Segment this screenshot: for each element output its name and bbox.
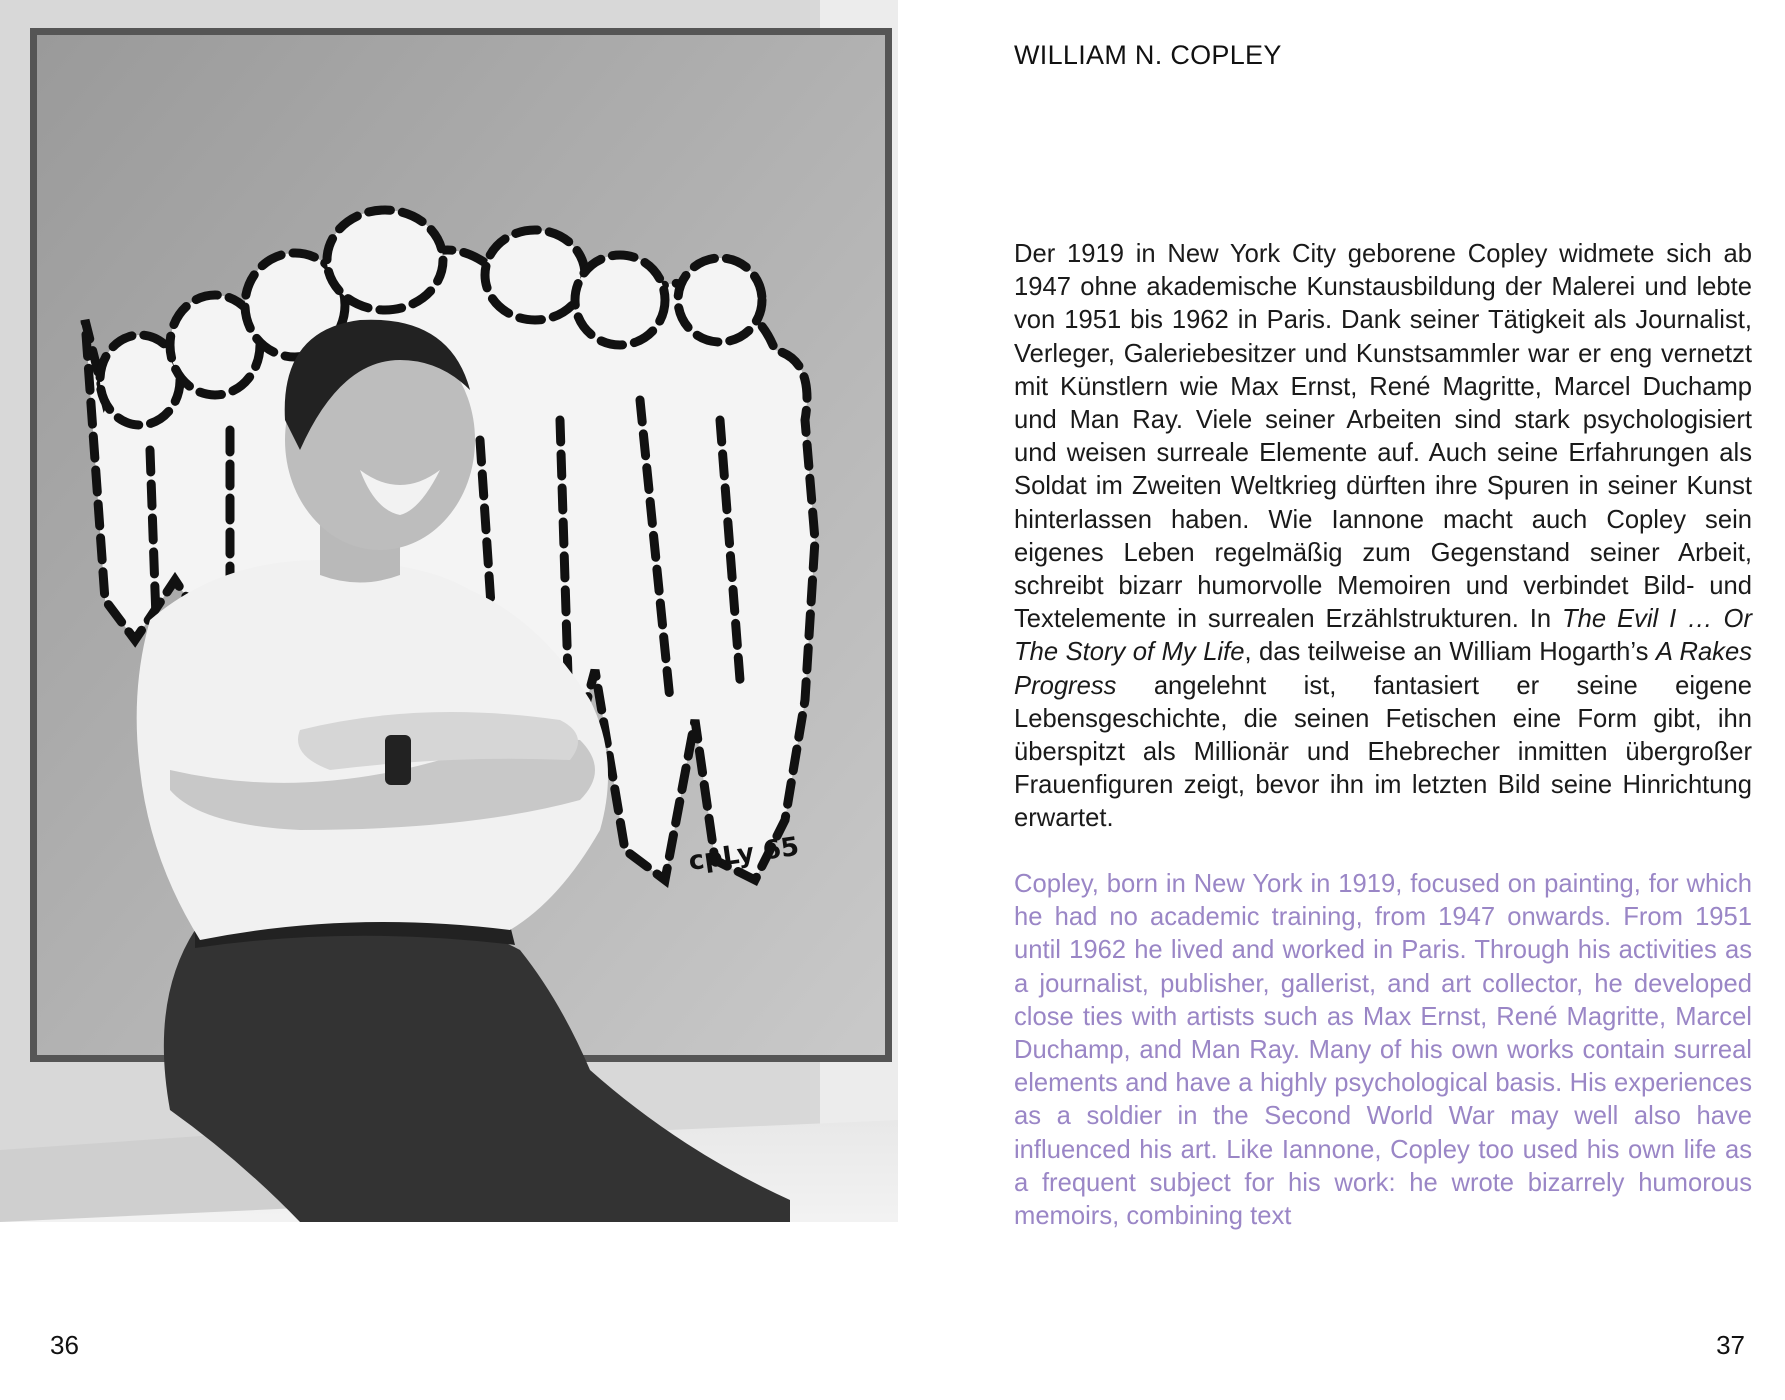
german-text-segment: , das teilweise an William Hogarth’s	[1244, 638, 1656, 667]
english-paragraph: Copley, born in New York in 1919, focused on painting, for which he had no academic training, from 1947 onwards. From 1951 until 1962 he lived and worked in Paris. Through his activities as a journalist, publisher, gallerist, and art collector, he developed close ties with artists such as Max Ernst, René Magritte, Marcel Duchamp, and Man Ray. Many of his own works contain surreal elements and have a highly psychological basis. His experiences as a soldier in the Second World War may well also have influenced his art. Like Iannone, Copley too used his own life as a frequent subject for his work: he wrote bizarrely humorous memoirs, combining text	[1014, 870, 1752, 1231]
german-title-italic: A Rakes Progress	[1014, 638, 1753, 700]
page-number-right: 37	[1716, 1330, 1745, 1360]
photo-illustration	[0, 0, 898, 1222]
german-text-segment: Der 1919 in New York City geborene Copley widmete sich ab 1947 ohne akademische Kunstausbildung der Malerei und lebte von 1951 bis 1962 in Paris. Dank seiner Tätigkeit als Journalist, Verleger, Galeriebesitzer und Kunstsammler war er eng vernetzt mit Künstlern wie Max Ernst, René Magritte, Marcel Duchamp und Man Ray. Viele seiner Arbeiten sind stark psychologisiert und weisen surreale Elemente auf. Auch seine Erfahrungen als Soldat im Zweiten Weltkrieg dürften ihre Spuren in seiner Kunst hinterlassen haben. Wie Iannone macht auch Copley sein eigenes Leben regelmäßig zum Gegenstand seiner Arbeit, schreibt bizarr humorvolle Memoiren und verbindet Bild- und Textelemente in surrealen Erzählstrukturen. In	[1014, 240, 1752, 634]
wristwatch	[385, 735, 411, 785]
german-text-segment: angelehnt ist, fantasiert er seine eigene Lebensgeschichte, die seinen Fetischen eine Form gibt, ihn überspitzt als Millionär und Ehebrecher inmitten übergroßer Frauenfiguren zeigt, bevor ihn im letzten Bild seine Hinrichtung erwartet.	[1014, 671, 1752, 833]
german-title-italic: The Evil I … Or The Story of My Life	[1014, 605, 1752, 667]
page-number-left: 36	[50, 1330, 79, 1360]
painting-signature: cpLy 65	[686, 831, 801, 877]
portrait-photo	[0, 0, 898, 1222]
german-paragraph	[1014, 238, 1752, 836]
article-heading: WILLIAM N. COPLEY	[1014, 40, 1282, 70]
